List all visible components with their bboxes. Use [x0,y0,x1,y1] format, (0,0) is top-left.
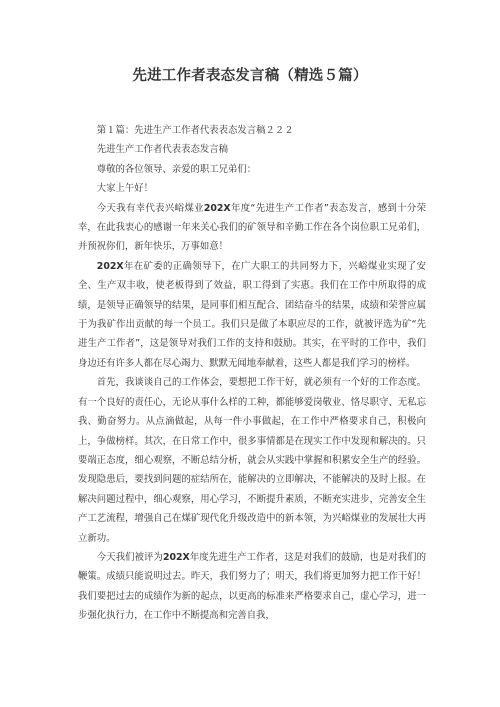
paragraph-work-experience: 首先，我谈谈自己的工作体会，要想把工作干好，就必须有一个好的工作态度。有一个良好的责任心，无论从事什么样的工种，都能够爱岗敬业、恪尽职守、无私忘我、勤奋努力。从点滴做起，从每一件小事做起，在工作中严格要求自己，积极向上，争做榜样。其次，在日常工作中，很多事情都是在现实工作中发现和解决的。只要端正态度，细心观察，不断总结分析，就会从实践中掌握和积累安全生产的经验。发现隐患后，要找到问题的症结所在，能解决的立即解决，不能解决的及时上报。在解决问题过程中，细心观察，用心学习，不断提升素质，不断充实进步，完善安全生产工艺流程，增强自己在煤矿现代化升级改造中的新本领，为兴峪煤业的发展壮大再立新功。 [78,377,426,544]
greeting: 大家上午好！ [96,183,154,195]
paragraph-text: 年度“先进生产工作者”表态发言，感到十分荣幸，在此我衷心的感谢一年来关心我们的矿领导和辛勤工作在各个岗位职工兄弟们，并预祝你们，新年快乐，万事如意！ [78,202,426,253]
paragraph-text: 年在矿委的正确领导下，在广大职工的共同努力下，兴峪煤业实现了安全、生产双丰收，使老板得到了效益，职工得到了实惠。我们在工作中所取得的成绩，是领导正确领导的结果，是同事们相互配合、团结奋斗的结果，成绩和荣誉应属于为我矿作出贡献的每一个员工。我们只是做了本职应尽的工作，就被评选为矿“先进生产工作者”，这是领导对我们工作的支持和鼓励。其实，在平时的工作中，我们身边还有许多人都在尽心竭力、默默无闻地奉献着，这些人都是我们学习的榜样。 [78,260,426,369]
paragraph-introduction [78,199,426,257]
speech-title: 先进生产工作者代表表态发言稿 [96,144,229,156]
year-text: 202X [162,551,190,563]
paragraph-text: 今天我们被评为 [96,551,163,563]
chapter-heading: 第１篇：先进生产工作者代表表态发言稿２２２ [96,125,294,136]
document-body [78,121,426,626]
year-text: 202X [203,202,231,214]
paragraph-text: 年度先进生产工作者，这是对我们的鼓励，也是对我们的鞭策。成绩只能说明过去。昨天，我们努力了；明天，我们将更加努力把工作干好！我们要把过去的成绩作为新的起点，以更高的标准来严格要求自己，虚心学习，进一步强化执行力，在工作中不断提高和完善自我， [78,551,426,622]
paragraph-commitment [78,548,426,626]
paragraph-text: 今天我有幸代表兴峪煤业 [96,202,204,214]
paragraph-achievements [78,257,426,373]
salutation: 尊敬的各位领导、亲爱的职工兄弟们： [96,163,257,175]
year-text: 202X [96,260,124,272]
document-title: 先进工作者表态发言稿（精选５篇） [132,68,368,84]
